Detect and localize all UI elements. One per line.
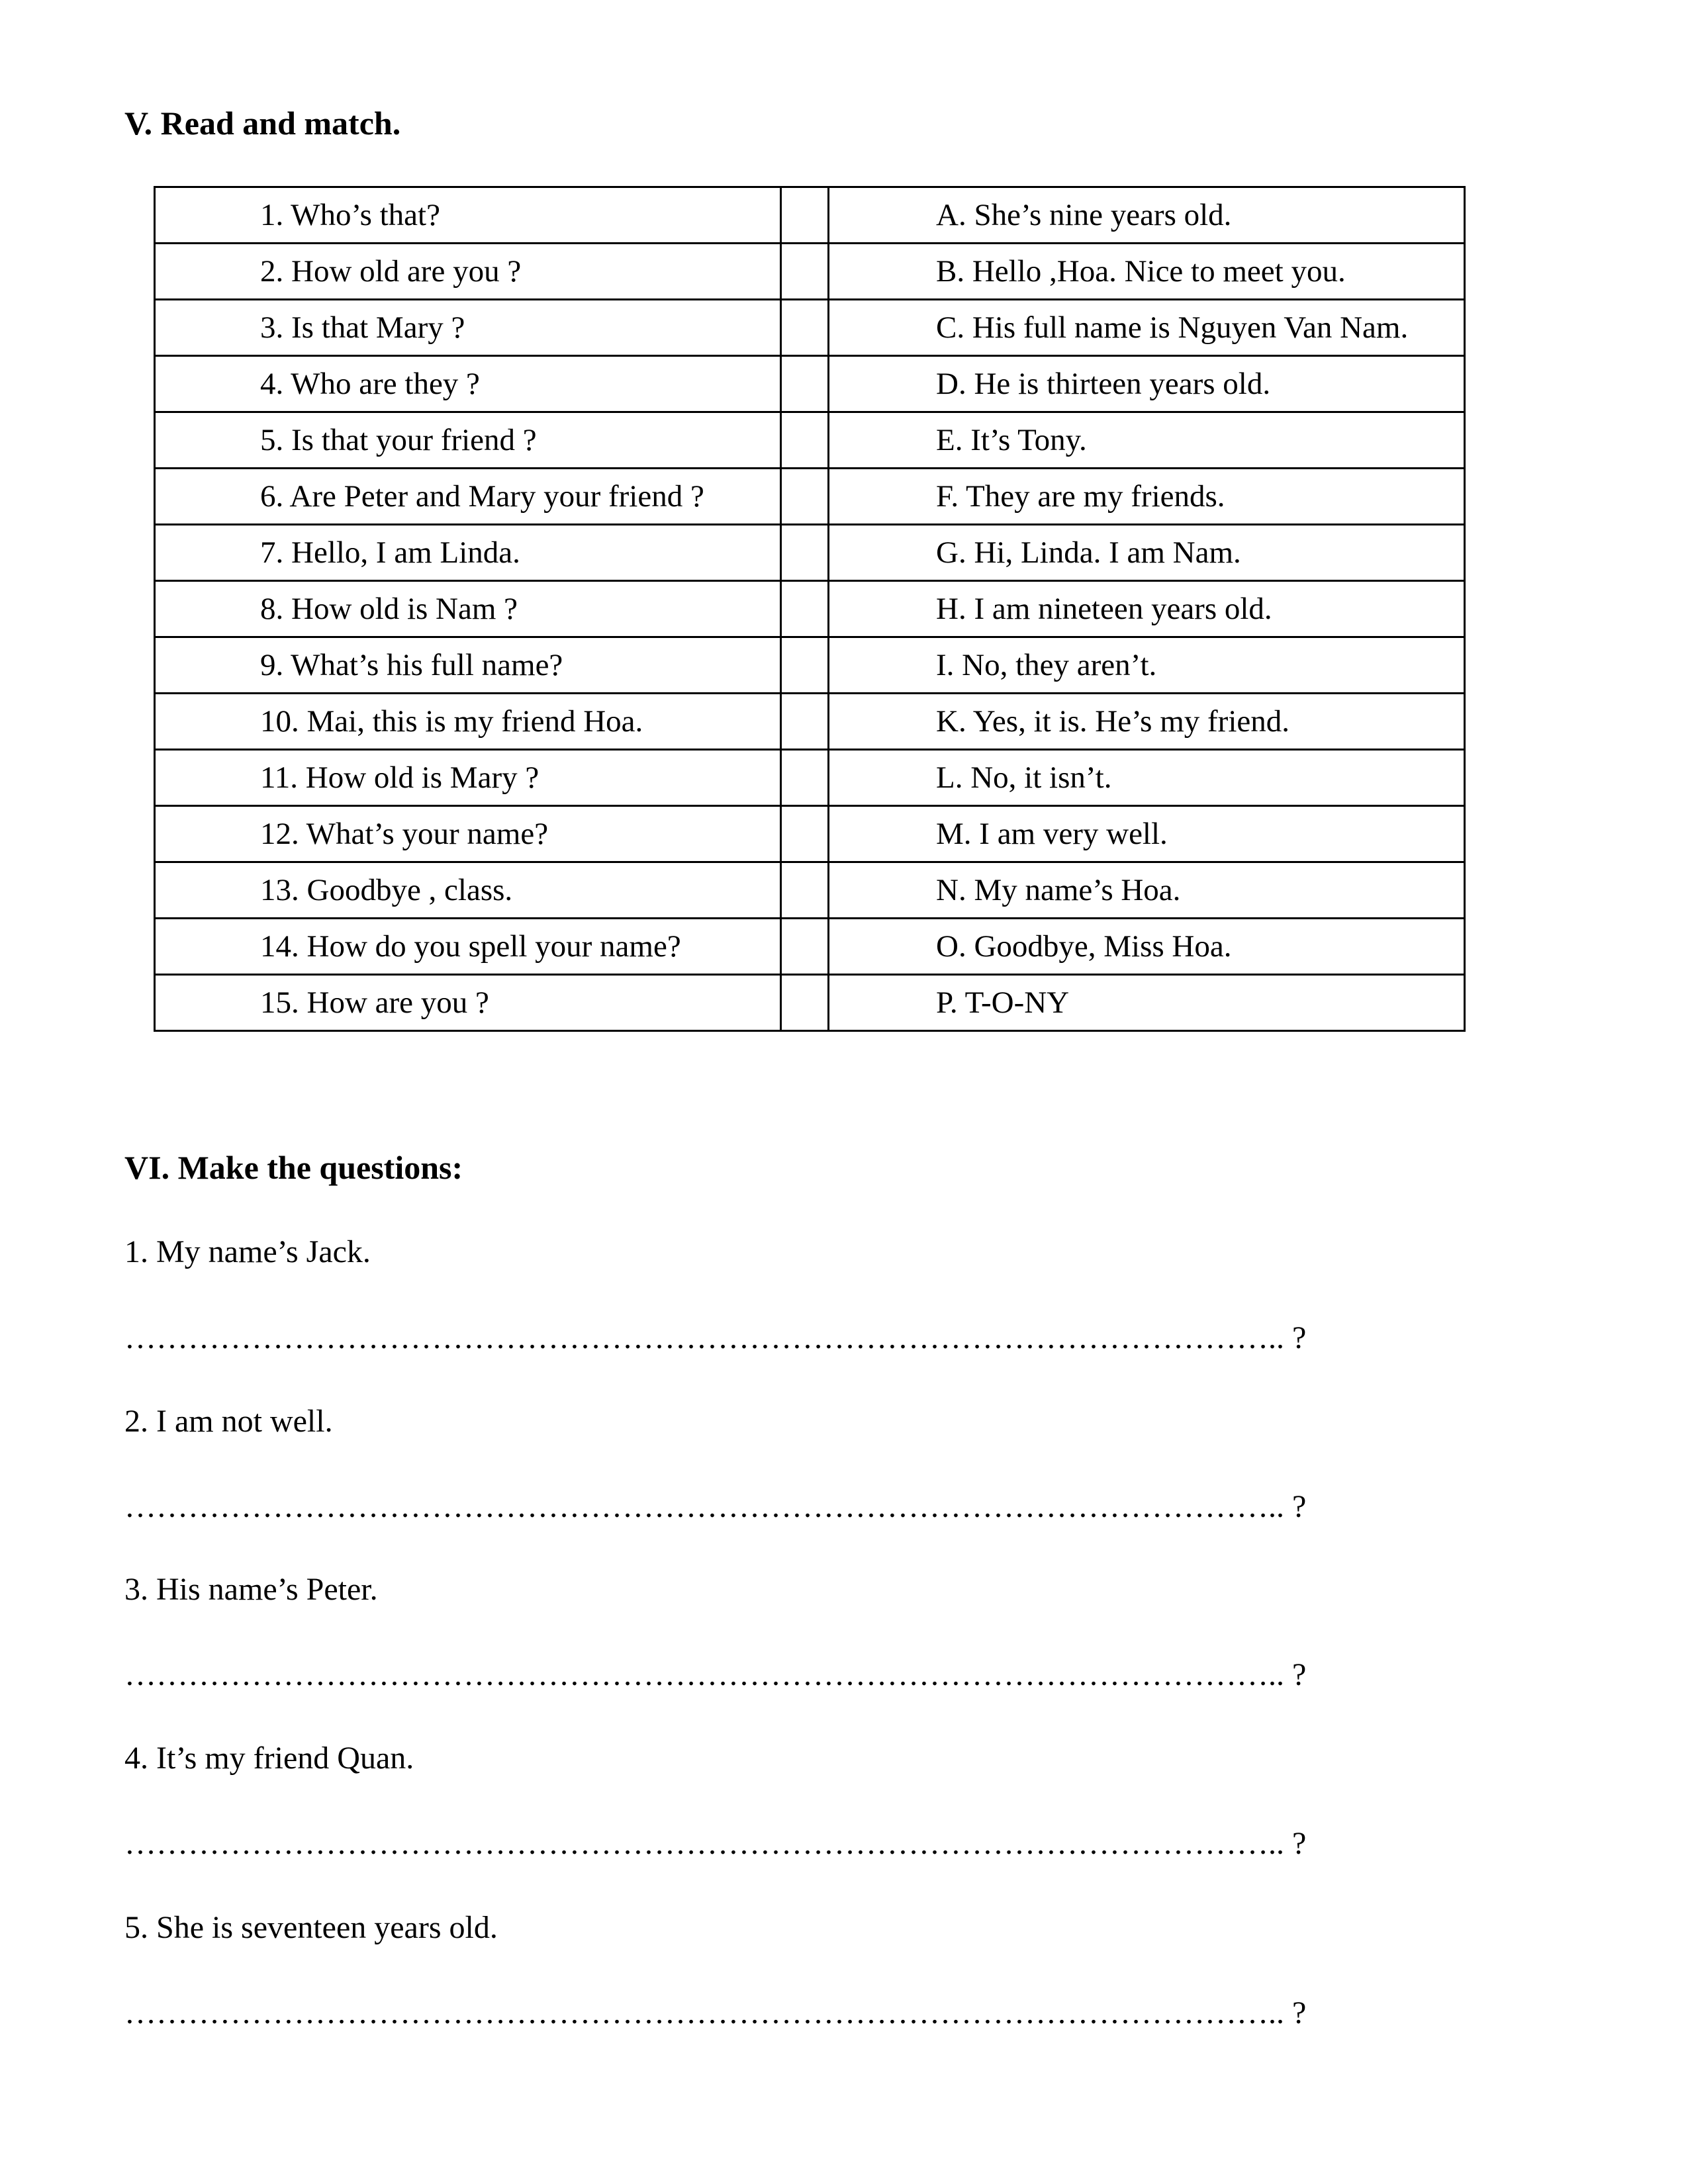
question-cell: 8. How old is Nam ? [155,581,781,637]
answer-cell: H. I am nineteen years old. [829,581,1465,637]
table-row [155,581,1465,637]
question-cell: 2. How old are you ? [155,244,781,300]
question-cell: 13. Goodbye , class. [155,862,781,919]
match-answer-box[interactable] [781,356,829,412]
table-row [155,750,1465,806]
answer-cell: A. She’s nine years old. [829,187,1465,244]
answer-cell: L. No, it isn’t. [829,750,1465,806]
question-cell: 14. How do you spell your name? [155,919,781,975]
answer-cell: D. He is thirteen years old. [829,356,1465,412]
table-row [155,806,1465,862]
table-row [155,694,1465,750]
question-cell: 10. Mai, this is my friend Hoa. [155,694,781,750]
table-row [155,412,1465,469]
match-table [154,186,1466,1032]
answer-cell: C. His full name is Nguyen Van Nam. [829,300,1465,356]
question-cell: 9. What’s his full name? [155,637,781,694]
table-row [155,469,1465,525]
table-row [155,919,1465,975]
answer-line[interactable]: ……………………………………………………………………………………………….. ? [124,1995,1307,2030]
match-answer-box[interactable] [781,244,829,300]
match-answer-box[interactable] [781,694,829,750]
question-cell: 3. Is that Mary ? [155,300,781,356]
match-answer-box[interactable] [781,975,829,1031]
answer-cell: I. No, they aren’t. [829,637,1465,694]
section-vi-title: VI. Make the questions: [124,1149,463,1186]
table-row [155,244,1465,300]
question-cell: 12. What’s your name? [155,806,781,862]
question-cell: 4. Who are they ? [155,356,781,412]
question-cell: 6. Are Peter and Mary your friend ? [155,469,781,525]
match-answer-box[interactable] [781,862,829,919]
table-row [155,525,1465,581]
question-cell: 15. How are you ? [155,975,781,1031]
answer-cell: E. It’s Tony. [829,412,1465,469]
match-answer-box[interactable] [781,300,829,356]
match-answer-box[interactable] [781,525,829,581]
question-cell: 5. Is that your friend ? [155,412,781,469]
table-row [155,975,1465,1031]
question-prompt: 5. She is seventeen years old. [124,1910,498,1945]
table-row [155,637,1465,694]
table-row [155,356,1465,412]
answer-cell: K. Yes, it is. He’s my friend. [829,694,1465,750]
answer-cell: M. I am very well. [829,806,1465,862]
question-cell: 1. Who’s that? [155,187,781,244]
match-answer-box[interactable] [781,187,829,244]
answer-cell: F. They are my friends. [829,469,1465,525]
question-prompt: 3. His name’s Peter. [124,1572,378,1607]
answer-line[interactable]: ……………………………………………………………………………………………….. ? [124,1320,1307,1355]
match-answer-box[interactable] [781,919,829,975]
table-row [155,300,1465,356]
answer-cell: O. Goodbye, Miss Hoa. [829,919,1465,975]
question-prompt: 4. It’s my friend Quan. [124,1741,414,1776]
match-answer-box[interactable] [781,469,829,525]
table-row [155,862,1465,919]
table-row [155,187,1465,244]
answer-line[interactable]: ……………………………………………………………………………………………….. ? [124,1489,1307,1524]
section-v-title: V. Read and match. [124,105,401,142]
answer-cell: B. Hello ,Hoa. Nice to meet you. [829,244,1465,300]
answer-cell: G. Hi, Linda. I am Nam. [829,525,1465,581]
question-cell: 7. Hello, I am Linda. [155,525,781,581]
question-prompt: 1. My name’s Jack. [124,1234,371,1269]
match-answer-box[interactable] [781,750,829,806]
answer-cell: P. T-O-NY [829,975,1465,1031]
answer-line[interactable]: ……………………………………………………………………………………………….. ? [124,1826,1307,1861]
answer-cell: N. My name’s Hoa. [829,862,1465,919]
question-cell: 11. How old is Mary ? [155,750,781,806]
question-prompt: 2. I am not well. [124,1404,333,1439]
match-answer-box[interactable] [781,412,829,469]
match-answer-box[interactable] [781,806,829,862]
match-answer-box[interactable] [781,637,829,694]
match-answer-box[interactable] [781,581,829,637]
answer-line[interactable]: ……………………………………………………………………………………………….. ? [124,1657,1307,1692]
